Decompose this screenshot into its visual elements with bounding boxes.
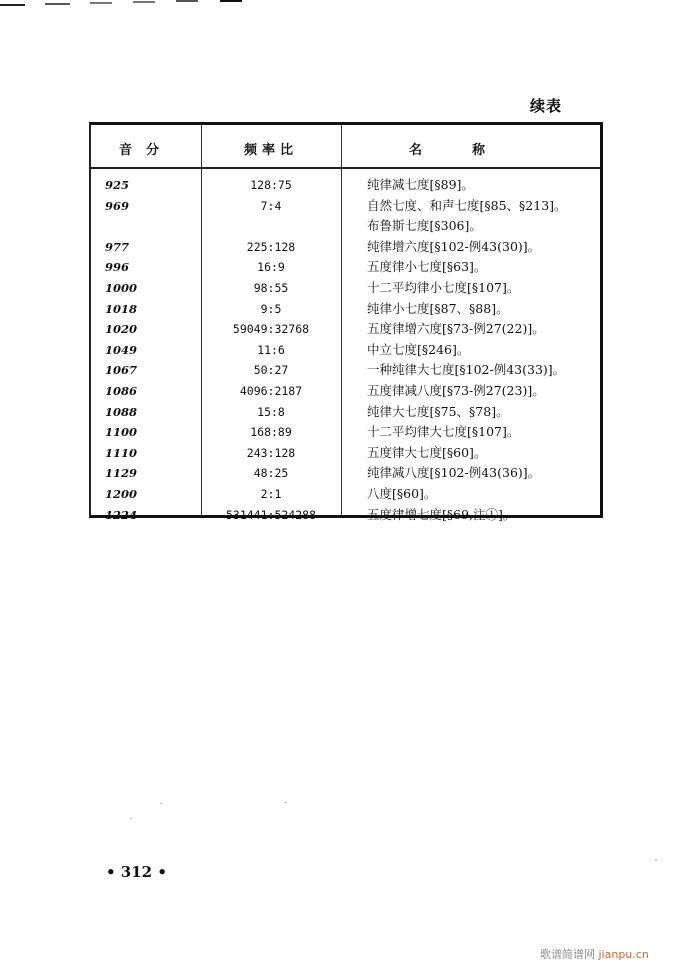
table-row [91, 505, 600, 526]
cents-cell: 1100 [105, 425, 138, 440]
ratio-cell: 225:128 [246, 239, 296, 254]
name-cell: 纯律小七度[§87、§88]。 [367, 300, 509, 316]
name-cell: 五度律大七度[§60]。 [367, 444, 487, 460]
cents-cell: 1000 [105, 280, 138, 295]
watermark-site-name: 歌谱简谱网 [540, 948, 595, 961]
ratio-cell: 50:27 [253, 363, 289, 378]
interval-table [89, 122, 603, 522]
edge-mark [45, 3, 70, 5]
ratio-cell: 168:89 [250, 425, 292, 440]
cents-cell: 969 [105, 198, 130, 213]
cents-cell: 1224 [105, 507, 138, 522]
table-row [91, 237, 600, 258]
scan-edge-marks [0, 0, 690, 10]
table-row [91, 484, 600, 505]
cents-cell: 996 [105, 260, 130, 275]
edge-mark [0, 4, 25, 6]
table-row [91, 443, 600, 464]
ratio-cell: 11:6 [257, 342, 285, 357]
cents-cell: 1086 [105, 383, 138, 398]
table-row [91, 216, 600, 237]
name-cell: 五度律小七度[§63]。 [367, 259, 487, 275]
ratio-cell: 7:4 [260, 198, 282, 213]
cents-cell: 1020 [105, 322, 138, 337]
ratio-cell: 9:5 [260, 301, 282, 316]
scan-speck [285, 802, 287, 803]
name-cell: 五度律减八度[§73-例27(23)]。 [367, 382, 545, 398]
cents-cell: 1018 [105, 301, 138, 316]
ratio-cell: 128:75 [250, 178, 292, 192]
ratio-cell: 4096:2187 [239, 383, 303, 398]
name-cell: 十二平均律大七度[§107]。 [367, 424, 520, 440]
edge-mark [176, 0, 198, 2]
table-row [91, 175, 600, 196]
header-name: 名称 [408, 143, 535, 158]
ratio-cell: 16:9 [257, 260, 285, 275]
watermark [540, 946, 649, 962]
watermark-domain: jianpu.cn [598, 948, 649, 961]
edge-mark [133, 1, 155, 3]
cents-cell: 977 [105, 239, 130, 254]
table-body [91, 175, 600, 525]
cents-cell: 1067 [105, 363, 138, 378]
cents-cell: 1110 [105, 445, 138, 460]
scan-speck [160, 803, 162, 804]
ratio-cell: 48:25 [253, 466, 289, 481]
continued-table-label: 续表 [530, 97, 563, 115]
table-row [91, 319, 600, 340]
table-row [91, 463, 600, 484]
cents-cell: 925 [105, 178, 130, 192]
table-row [91, 257, 600, 278]
table-row [91, 402, 600, 423]
name-cell: 八度[§60]。 [367, 485, 437, 501]
ratio-cell: 2:1 [260, 486, 282, 501]
table-row [91, 278, 600, 299]
cents-cell: 1088 [105, 404, 138, 419]
ratio-cell: 59049:32768 [232, 322, 310, 337]
ratio-cell: 98:55 [253, 280, 289, 295]
table-row [91, 299, 600, 320]
ratio-cell: 243:128 [246, 445, 296, 460]
name-cell: 五度律增七度[§69,注①]。 [367, 506, 516, 522]
header-cents: 音分 [118, 143, 173, 158]
cents-cell: 1200 [105, 486, 138, 501]
table-row [91, 340, 600, 361]
name-cell: 纯律增六度[§102-例43(30)]。 [367, 238, 541, 254]
name-cell: 布鲁斯七度[§306]。 [367, 218, 482, 234]
name-cell: 十二平均律小七度[§107]。 [367, 279, 520, 295]
edge-mark [90, 2, 112, 4]
edge-mark [220, 0, 242, 2]
cents-cell: 1129 [105, 466, 138, 481]
ratio-cell: 15:8 [257, 404, 285, 419]
name-cell: 一种纯律大七度[§102-例43(33)]。 [367, 362, 566, 378]
name-cell: 五度律增六度[§73-例27(22)]。 [367, 321, 545, 337]
table-row [91, 422, 600, 443]
name-cell: 纯律减八度[§102-例43(36)]。 [367, 465, 541, 481]
name-cell: 纯律大七度[§75、§78]。 [367, 403, 509, 419]
table-row [91, 381, 600, 402]
scan-speck [130, 818, 132, 819]
ratio-cell: 531441:524288 [225, 507, 316, 522]
page-number: • 312 • [106, 863, 167, 881]
table-row [91, 196, 600, 217]
cents-cell: 1049 [105, 342, 138, 357]
scan-speck [655, 860, 657, 861]
table-row [91, 360, 600, 381]
header-frequency-ratio: 频率比 [243, 143, 298, 158]
name-cell: 自然七度、和声七度[§85、§213]。 [367, 197, 567, 213]
table-header [91, 125, 600, 169]
name-cell: 中立七度[§246]。 [367, 341, 470, 357]
name-cell: 纯律减七度[§89]。 [367, 177, 474, 192]
